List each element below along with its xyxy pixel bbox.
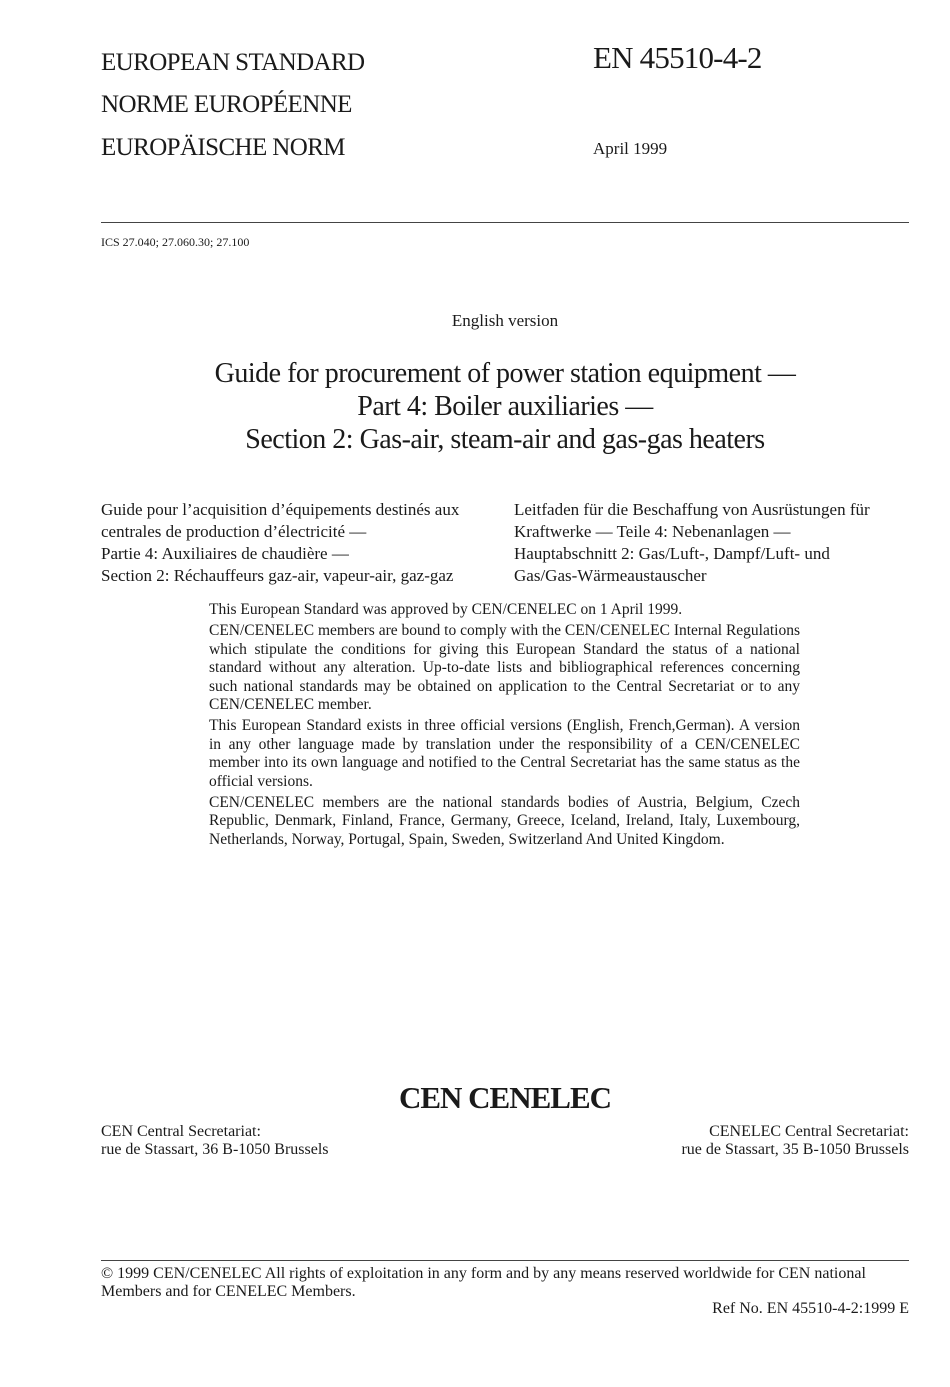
german-title-line: Gas/Gas-Wärmeaustauscher — [514, 566, 707, 585]
title-line: Guide for procurement of power station equipment — — [214, 358, 796, 389]
title-line: Part 4: Boiler auxiliaries — — [357, 391, 653, 422]
french-title-line: Section 2: Réchauffeurs gaz-air, vapeur-air, gaz-gaz — [101, 566, 454, 585]
cen-secretariat-name: CEN Central Secretariat: — [101, 1123, 261, 1140]
cen-secretariat-address: rue de Stassart, 36 B-1050 Brussels — [101, 1141, 329, 1158]
standard-name-en: EUROPEAN STANDARD — [101, 49, 365, 76]
cenelec-secretariat-address: rue de Stassart, 35 B-1050 Brussels — [681, 1141, 909, 1158]
title-line: Section 2: Gas-air, steam-air and gas-gas heaters — [245, 424, 765, 455]
reference-number: Ref No. EN 45510-4-2:1999 E — [712, 1300, 909, 1317]
members-paragraph: CEN/CENELEC members are the national standards bodies of Austria, Belgium, Czech Republic, Denmark, Finland, France, Germany, Greece, Iceland, Ireland, Italy, Luxembourg, Netherlands, Norway, Portugal, Spain, Sweden, Switzerland And United Kingdom. — [209, 794, 800, 848]
ics-codes: ICS 27.040; 27.060.30; 27.100 — [101, 235, 250, 249]
footer-divider — [101, 1260, 909, 1261]
versions-paragraph: This European Standard exists in three official versions (English, French,German). A version in any other language made by translation under the responsibility of a CEN/CENELEC member into its own language and notified to the Central Secretariat has the same status as the official versions. — [209, 717, 800, 790]
french-title-line: Guide pour l’acquisition d’équipements destinés aux — [101, 500, 460, 519]
standard-name-fr: NORME EUROPÉENNE — [101, 91, 352, 118]
publication-date: April 1999 — [593, 139, 668, 158]
german-title-line: Hauptabschnitt 2: Gas/Luft-, Dampf/Luft- und — [514, 544, 830, 563]
french-title-line: Partie 4: Auxiliaires de chaudière — — [101, 544, 349, 563]
header-divider — [101, 222, 909, 223]
document-number: EN 45510-4-2 — [593, 40, 762, 75]
compliance-paragraph: CEN/CENELEC members are bound to comply with the CEN/CENELEC Internal Regulations which stipulate the conditions for giving this European Standard the status of a national standard without any alteration. Up-to-date lists and bibliographical references concerning such national standards may be obtained on application to the Central Secretariat or to any CEN/CENELEC member. — [209, 622, 800, 714]
document-title — [101, 357, 909, 456]
french-title-line: centrales de production d’électricité — — [101, 522, 367, 541]
german-title — [514, 499, 914, 587]
french-title — [101, 499, 501, 587]
copyright-notice: © 1999 CEN/CENELEC All rights of exploitation in any form and by any means reserved worldwide for CEN national Members and for CENELEC Members. — [101, 1265, 866, 1300]
cenelec-secretariat-name: CENELEC Central Secretariat: — [709, 1123, 909, 1140]
cen-cenelec-logo: CEN CENELEC — [398, 1080, 612, 1115]
standard-name-de: EUROPÄISCHE NORM — [101, 134, 345, 161]
german-title-line: Kraftwerke — Teile 4: Nebenanlagen — — [514, 522, 791, 541]
german-title-line: Leitfaden für die Beschaffung von Ausrüstungen für — [514, 500, 870, 519]
cenelec-secretariat — [681, 1123, 909, 1159]
cen-secretariat — [101, 1123, 329, 1159]
approval-notes — [209, 601, 800, 852]
language-version: English version — [451, 311, 559, 330]
approval-paragraph: This European Standard was approved by CEN/CENELEC on 1 April 1999. — [209, 601, 683, 618]
